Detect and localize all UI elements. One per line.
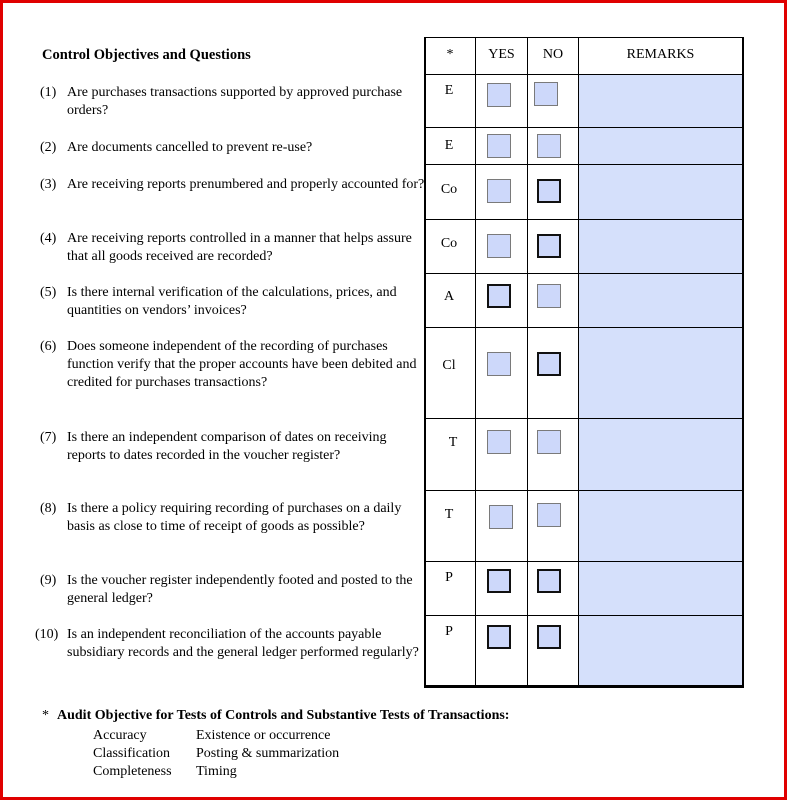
yes-checkbox[interactable]	[487, 179, 511, 203]
objective-code: A	[443, 289, 455, 304]
question-5	[40, 284, 425, 320]
no-checkbox[interactable]	[537, 352, 561, 376]
header-remarks: REMARKS	[626, 47, 695, 62]
question-4	[40, 230, 425, 266]
no-checkbox[interactable]	[537, 569, 561, 593]
objective-code: P	[445, 570, 453, 585]
question-8	[40, 500, 425, 536]
legend-item: Timing	[196, 764, 237, 779]
question-number: (1)	[40, 85, 57, 100]
row-divider	[424, 74, 744, 75]
objective-code: P	[445, 624, 453, 639]
yes-checkbox[interactable]	[487, 569, 511, 593]
legend-title-text: Audit Objective for Tests of Controls and Substantive Tests of Transactions:	[57, 708, 510, 723]
question-number: (8)	[40, 501, 57, 516]
question-9	[40, 572, 425, 608]
row-divider	[424, 273, 744, 274]
row-divider	[424, 418, 744, 419]
row-divider	[424, 127, 744, 128]
objective-code: E	[444, 83, 454, 98]
no-checkbox[interactable]	[534, 82, 558, 106]
column-divider	[527, 37, 528, 688]
yes-checkbox[interactable]	[487, 352, 511, 376]
question-number: (7)	[40, 430, 57, 445]
question-text: Does someone independent of the recording of purchases function verify that the proper accounts have been debited and credited for purchases transactions?	[67, 339, 417, 390]
row-divider	[424, 615, 744, 616]
yes-checkbox[interactable]	[487, 430, 511, 454]
objective-code: E	[444, 138, 454, 153]
yes-checkbox[interactable]	[489, 505, 513, 529]
question-3	[40, 176, 425, 194]
question-text: Are purchases transactions supported by approved purchase orders?	[67, 85, 403, 118]
row-divider	[424, 327, 744, 328]
objective-code: Cl	[442, 358, 456, 373]
legend-item: Classification	[93, 746, 170, 761]
row-divider	[424, 164, 744, 165]
question-2	[40, 139, 425, 157]
legend-item: Existence or occurrence	[196, 728, 331, 743]
legend-title	[42, 708, 509, 724]
question-text: Is there a policy requiring recording of purchases on a daily basis as close to time of receipt of goods as possible?	[67, 501, 402, 534]
legend-star: *	[42, 708, 49, 723]
section-heading: Control Objectives and Questions	[42, 47, 251, 63]
legend-item: Posting & summarization	[196, 746, 340, 761]
question-number: (5)	[40, 285, 57, 300]
header-yes: YES	[488, 47, 515, 62]
question-text: Are receiving reports prenumbered and properly accounted for?	[67, 177, 425, 192]
question-text: Is there internal verification of the calculations, prices, and quantities on vendors’ invoices?	[67, 285, 397, 318]
objective-code: Co	[440, 182, 458, 197]
question-text: Are documents cancelled to prevent re-use?	[67, 140, 313, 155]
question-number: (9)	[40, 573, 57, 588]
no-checkbox[interactable]	[537, 430, 561, 454]
row-divider	[424, 561, 744, 562]
question-number: (6)	[40, 339, 57, 354]
no-checkbox[interactable]	[537, 179, 561, 203]
row-divider	[424, 490, 744, 491]
question-number: (4)	[40, 231, 57, 246]
yes-checkbox[interactable]	[487, 234, 511, 258]
objective-code: Co	[440, 236, 458, 251]
no-checkbox[interactable]	[537, 503, 561, 527]
question-text: Is an independent reconciliation of the accounts payable subsidiary records and the general ledger performed regularly?	[67, 627, 419, 660]
column-divider	[578, 37, 579, 688]
question-6	[40, 338, 425, 392]
question-number: (10)	[35, 627, 59, 642]
control-table	[424, 37, 744, 688]
yes-checkbox[interactable]	[487, 134, 511, 158]
question-number: (2)	[40, 140, 57, 155]
yes-checkbox[interactable]	[487, 284, 511, 308]
no-checkbox[interactable]	[537, 284, 561, 308]
objective-code: T	[444, 507, 454, 522]
no-checkbox[interactable]	[537, 234, 561, 258]
question-number: (3)	[40, 177, 57, 192]
header-no: NO	[542, 47, 564, 62]
header-code: *	[446, 47, 454, 62]
question-1	[40, 84, 425, 120]
legend-item: Accuracy	[93, 728, 147, 743]
no-checkbox[interactable]	[537, 134, 561, 158]
objective-code: T	[448, 435, 458, 450]
no-checkbox[interactable]	[537, 625, 561, 649]
yes-checkbox[interactable]	[487, 625, 511, 649]
column-divider	[475, 37, 476, 688]
legend-item: Completeness	[93, 764, 172, 779]
yes-checkbox[interactable]	[487, 83, 511, 107]
question-7	[40, 429, 425, 465]
question-10	[35, 626, 420, 662]
question-text: Is the voucher register independently footed and posted to the general ledger?	[67, 573, 413, 606]
question-text: Are receiving reports controlled in a manner that helps assure that all goods received are recorded?	[67, 231, 412, 264]
question-text: Is there an independent comparison of dates on receiving reports to dates recorded in the voucher register?	[67, 430, 387, 463]
row-divider	[424, 219, 744, 220]
